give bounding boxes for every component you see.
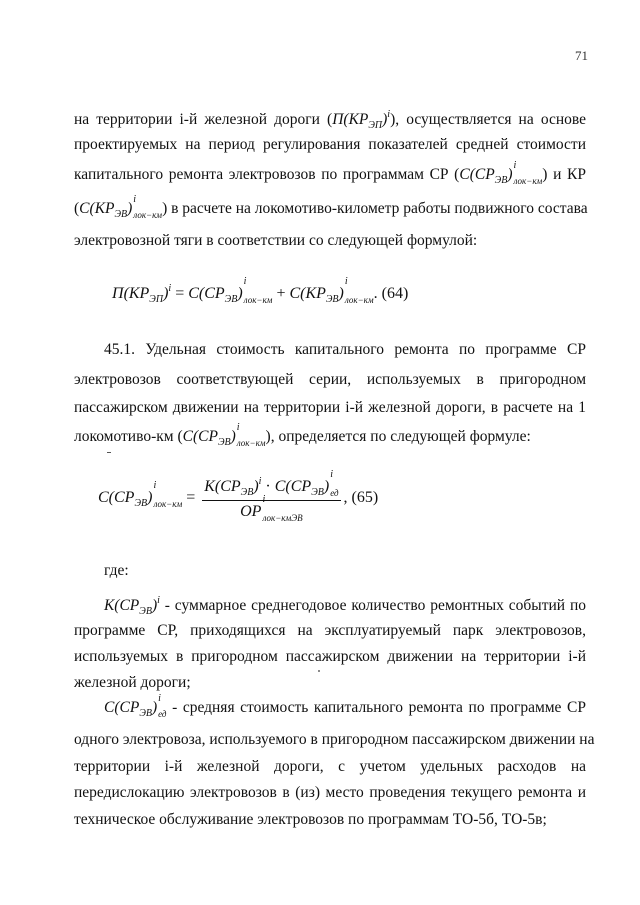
def1-line4: железной дороги; [74, 674, 191, 691]
math-c-sr-ev: $С(СР_{ЭВ})$ i $_{лок-км}$ [459, 160, 543, 186]
def2-line1: $С(СР_{ЭВ})$ i $_{ед}$ - средняя стоимость капитального ремонта по программе СР [104, 693, 586, 719]
para1-line5: электровозной тяги в соответствии со следующей формулой: [74, 232, 478, 249]
para1-line2: проектируемых на период регулирования показателей средней стоимости [74, 136, 586, 153]
def1-line2: программе СР, приходящихся на эксплуатируемый парк электровозов, [74, 622, 586, 639]
scan-speck [318, 670, 320, 672]
formula-65-fraction: $К(СР_{ЭВ})^i \cdot С(СР_{ЭВ})$ i $_{ед}$ ОР i $_{лок-кмЭВ}$ [204, 469, 339, 523]
para2-line3: пассажирском движении на территории i-й железной дороги, в расчете на 1 [74, 399, 586, 416]
math-k-sr-ev: $К(СР_{ЭВ})^i$ [104, 595, 160, 617]
def2-line3: территории i-й железной дороги, с учетом удельных расходов на [74, 758, 586, 775]
def1-line1: $К(СР_{ЭВ})^i$ - суммарное среднегодовое количество ремонтных событий по [104, 595, 586, 617]
math-c-sr-ev-2: $С(СР_{ЭВ})$ i $_{лок-км}$ [182, 422, 266, 448]
page-number: 71 [575, 48, 588, 63]
scan-mark [107, 452, 111, 453]
formula-64-number: . (64) [373, 285, 409, 302]
def2-line5: техническое обслуживание электровозов по программам ТО-5б, ТО-5в; [74, 811, 547, 828]
formula-65-number: , (65) [343, 489, 379, 507]
math-c-kr-ev: $С(КР_{ЭВ})$ i $_{лок-км}$ [79, 194, 163, 220]
para2-line2: электровозов соответствующей серии, используемых в пригородном [74, 371, 586, 388]
para1-line3: капитального ремонта электровозов по программам СР ($С(СР_{ЭВ})$ i $_{лок-км}$) и КР [74, 160, 587, 186]
def2-line2: одного электровоза, используемого в пригородном пассажирском движении на [74, 731, 595, 748]
para2-line4: локомотиво-км ($С(СР_{ЭВ})$ i $_{лок-км}$), определяется по следующей формуле: [74, 422, 531, 448]
def2-line4: передислокацию электровозов в (из) место проведения текущего ремонта и [74, 784, 586, 801]
formula-65: $С(СР_{ЭВ})$ i $_{лок-км}$ = $К(СР_{ЭВ})^i \cdot С(СР_{ЭВ})$ i $_{ед}$ ОР i $_{лок-кмЭВ}$ , (65) [98, 469, 379, 523]
para1-line1: на территории i-й железной дороги $(П(КР_{ЭП})^i)$, осуществляется на основе [74, 109, 587, 131]
def1-line3: используемых в пригородном пассажирском движении на территории i-й [74, 648, 586, 665]
math-c-sr-ev-ed: $С(СР_{ЭВ})$ i $_{ед}$ [104, 693, 167, 719]
where-label: где: [104, 562, 129, 579]
math-p-kr-ep: $П(КР_{ЭП})^i$ [332, 109, 391, 131]
para2-line1: 45.1. Удельная стоимость капитального ремонта по программе СР [104, 341, 586, 358]
formula-64: $П(КР_{ЭП})^i = С(СР_{ЭВ})$ i $_{лок-км} + С(КР_{ЭВ})$ i $_{лок-км}$. (64) [112, 276, 409, 305]
para1-line4: ($С(КР_{ЭВ})$ i $_{лок-км}$) в расчете на локомотиво-километр работы подвижного состава [74, 194, 588, 220]
